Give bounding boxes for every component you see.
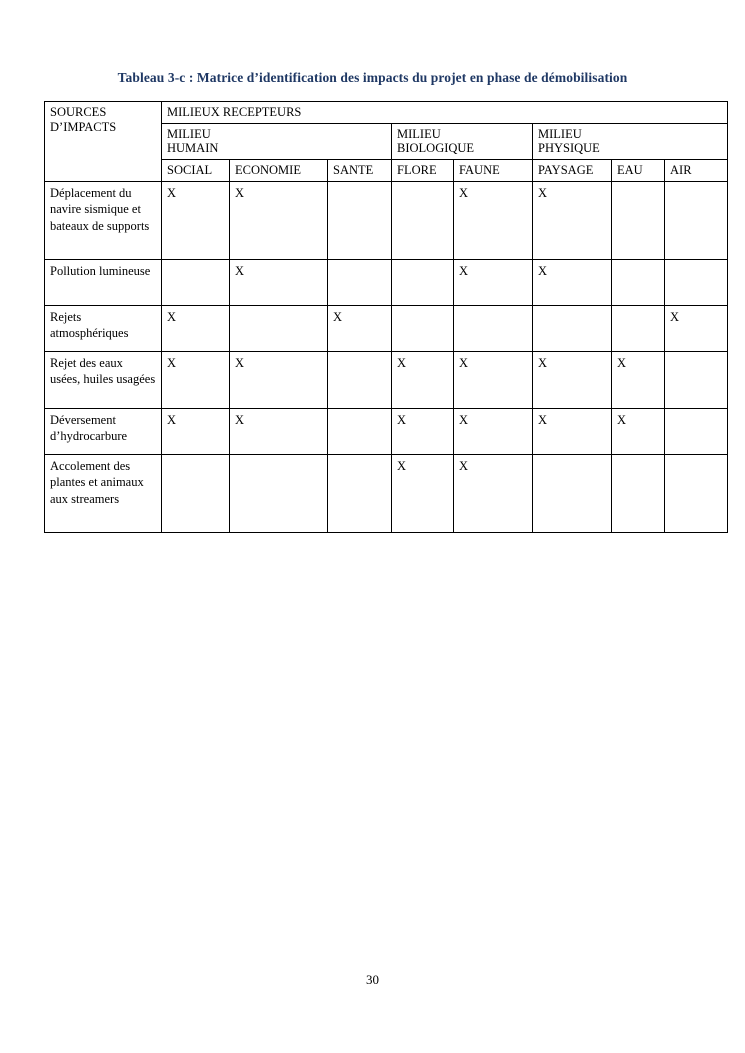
cell-faune: X <box>454 408 533 454</box>
column-header-eau: EAU <box>612 159 665 181</box>
column-header-sante: SANTE <box>328 159 392 181</box>
cell-eau <box>612 305 665 351</box>
cell-paysage: X <box>533 408 612 454</box>
group-label-line2: HUMAIN <box>167 141 219 156</box>
cell-flore <box>392 181 454 259</box>
cell-paysage: X <box>533 259 612 305</box>
cell-economie: X <box>230 259 328 305</box>
group-label-line1: MILIEU <box>167 127 211 141</box>
group-header-milieu-physique <box>533 124 728 160</box>
cell-air: X <box>665 305 728 351</box>
source-label: Rejet des eaux usées, huiles usagées <box>45 351 162 408</box>
receptors-header-cell: MILIEUX RECEPTEURS <box>162 102 728 124</box>
cell-paysage: X <box>533 181 612 259</box>
cell-flore: X <box>392 408 454 454</box>
impact-matrix-table <box>44 101 728 533</box>
cell-faune <box>454 305 533 351</box>
table-row <box>45 305 728 351</box>
cell-flore: X <box>392 351 454 408</box>
cell-sante <box>328 408 392 454</box>
cell-eau <box>612 259 665 305</box>
cell-air <box>665 181 728 259</box>
cell-economie <box>230 305 328 351</box>
cell-eau <box>612 454 665 532</box>
source-label: Rejets atmosphériques <box>45 305 162 351</box>
cell-faune: X <box>454 259 533 305</box>
cell-paysage <box>533 305 612 351</box>
cell-social: X <box>162 305 230 351</box>
source-label: Pollution lumineuse <box>45 259 162 305</box>
source-label: Accolement des plantes et animaux aux streamers <box>45 454 162 532</box>
cell-social <box>162 454 230 532</box>
table-row <box>45 259 728 305</box>
cell-sante <box>328 351 392 408</box>
source-label: Déversement d’hydrocarbure <box>45 408 162 454</box>
column-header-faune: FAUNE <box>454 159 533 181</box>
column-header-flore: FLORE <box>392 159 454 181</box>
cell-faune: X <box>454 351 533 408</box>
group-label-line2: PHYSIQUE <box>538 141 600 156</box>
cell-air <box>665 408 728 454</box>
column-header-air: AIR <box>665 159 728 181</box>
sources-header-line2: D’IMPACTS <box>50 120 117 134</box>
cell-economie: X <box>230 181 328 259</box>
table-header-row-top <box>45 102 728 124</box>
group-label-line1: MILIEU <box>397 127 441 141</box>
cell-flore <box>392 305 454 351</box>
cell-air <box>665 454 728 532</box>
cell-flore <box>392 259 454 305</box>
cell-economie <box>230 454 328 532</box>
table-row <box>45 454 728 532</box>
page-number: 30 <box>366 972 379 987</box>
source-label: Déplacement du navire sismique et bateaux de supports <box>45 181 162 259</box>
table-row <box>45 351 728 408</box>
cell-sante <box>328 181 392 259</box>
column-header-social: SOCIAL <box>162 159 230 181</box>
cell-paysage <box>533 454 612 532</box>
cell-eau: X <box>612 408 665 454</box>
group-label-line2: BIOLOGIQUE <box>397 141 475 156</box>
cell-air <box>665 351 728 408</box>
cell-paysage: X <box>533 351 612 408</box>
cell-social: X <box>162 408 230 454</box>
column-header-economie: ECONOMIE <box>230 159 328 181</box>
table-row <box>45 408 728 454</box>
cell-sante: X <box>328 305 392 351</box>
cell-faune: X <box>454 181 533 259</box>
cell-economie: X <box>230 408 328 454</box>
cell-faune: X <box>454 454 533 532</box>
cell-eau <box>612 181 665 259</box>
cell-economie: X <box>230 351 328 408</box>
sources-header-cell <box>45 102 162 182</box>
cell-social: X <box>162 181 230 259</box>
sources-header-line1: SOURCES <box>50 105 107 119</box>
cell-social: X <box>162 351 230 408</box>
cell-flore: X <box>392 454 454 532</box>
group-header-milieu-humain <box>162 124 392 160</box>
group-header-milieu-biologique <box>392 124 533 160</box>
cell-social <box>162 259 230 305</box>
table-row <box>45 181 728 259</box>
cell-sante <box>328 454 392 532</box>
group-label-line1: MILIEU <box>538 127 582 141</box>
cell-sante <box>328 259 392 305</box>
column-header-paysage: PAYSAGE <box>533 159 612 181</box>
page-title: Tableau 3-c : Matrice d’identification des impacts du projet en phase de démobilisation <box>117 70 628 85</box>
cell-eau: X <box>612 351 665 408</box>
cell-air <box>665 259 728 305</box>
